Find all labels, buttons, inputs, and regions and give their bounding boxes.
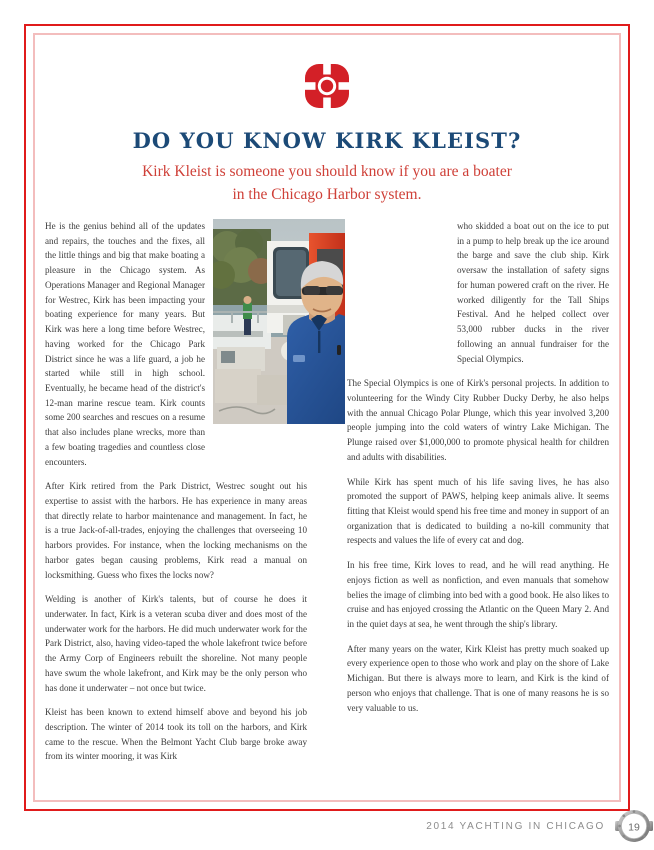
page-content — [45, 45, 609, 790]
article-column-left — [45, 219, 307, 764]
page-number: 19 — [628, 821, 640, 834]
page-title: DO YOU KNOW KIRK KLEIST? — [132, 128, 522, 153]
paragraph: who skidded a boat out on the ice to put in a pump to help break up the ice around the barge and save the club ship. Kirk oversaw the installation of safety signs for human powered craft on the river. He worked diligently for the Tall Ships Festival. And he helped collect over 53,000 rubber ducks in the river following an annual fundraiser for the Special Olympics. — [457, 221, 609, 364]
paragraph: He is the genius behind all of the updates and repairs, the touches and the fixes, all the little things and big that make boating a pleasure in the Chicago system. As Operations Manager and Regional Manager for Westrec, Kirk has been impacting your boating experience for many years. But Kirk was here a long time before Westrec, having worked for the Chicago Park District since he was a life guard, a job he started while still in high school. Eventually, he became head of the district's 12-man marine rescue team. Kirk counts some 200 searches and rescues on a resume that also includes plane wrecks, more than a few boating tragedies and countless close encounters. — [45, 221, 205, 467]
page-subtitle — [107, 161, 547, 206]
paragraph: After many years on the water, Kirk Kleist has pretty much soaked up every experience open to those who work and play on the shore of Lake Michigan. But there is always more to learn, and Kirk is the kind of person who enjoys that challenge. That is one of many reasons he is so very valuable to us. — [347, 643, 609, 713]
life-ring-icon-wrap — [45, 57, 609, 115]
life-ring-icon — [302, 61, 352, 111]
paragraph: While Kirk has spent much of his life saving lives, he has also promoted the support of PAWS, helping keep animals alive. It seems fitting that Kleist would spend his free time and money in support of an organization that is dedicated to building a no-kill community that respects and values the life of every cat and dog. — [347, 476, 609, 546]
paragraph: Welding is another of Kirk's talents, but of course he does it underwater. In fact, Kirk is a veteran scuba diver and does most of the underwater work for the harbors. He did much underwater work for the Park District, also, having video-taped the whole lakefront twice before the Army Corp of Engineers rebuilt the shoreline. Not many people have swum the whole lakefront, and Kirk may be the only person who has done it underwater – not once but twice. — [45, 594, 307, 693]
paragraph: Kleist has been known to extend himself above and beyond his job description. The winter of 2014 took its toll on the harbors, and Kirk came to the rescue. When the Belmont Yacht Club barge broke away from its winter mooring, it was Kirk — [45, 707, 307, 762]
subtitle-line-2: in the Chicago Harbor system. — [232, 185, 422, 203]
page-footer — [0, 808, 654, 850]
porthole-icon — [614, 806, 654, 846]
paragraph: After Kirk retired from the Park District, Westrec sought out his expertise to assist with the harbors. He has experience in many areas that directly relate to harbor maintenance and management. In fact, he is a true Jack-of-all-trades, enjoying the challenges that overseeing 10 harbors provides. For instance, when the locking mechanisms on the harbor gates began causing problems, Kirk read a manual on locksmithing. Guess who fixes the locks now? — [45, 481, 307, 580]
paragraph: The Special Olympics is one of Kirk's personal projects. In addition to volunteering for the Windy City Rubber Ducky Derby, he also helps with the annual Chicago Polar Plunge, which this year involved 3,200 people jumping into the cold waters of wintry Lake Michigan. The Plunge raised over $1,000,000 to promote physical health for children and adults with disabilities. — [347, 378, 609, 462]
masthead — [45, 57, 609, 206]
paragraph: In his free time, Kirk loves to read, and he will read anything. He enjoys fiction as well as nonfiction, and even manuals that somehow belies the image of climbing into bed with a good book. He also likes to cruise and has enjoyed crossing the Atlantic on the Queen Mary 2. And in the quiet days at sea, he went through the ship's library. — [347, 560, 609, 629]
footer-label: 2014 YACHTING IN CHICAGO — [426, 820, 605, 832]
subtitle-line-1: Kirk Kleist is someone you should know if you are a boater — [142, 163, 512, 181]
article-column-right — [347, 219, 609, 715]
